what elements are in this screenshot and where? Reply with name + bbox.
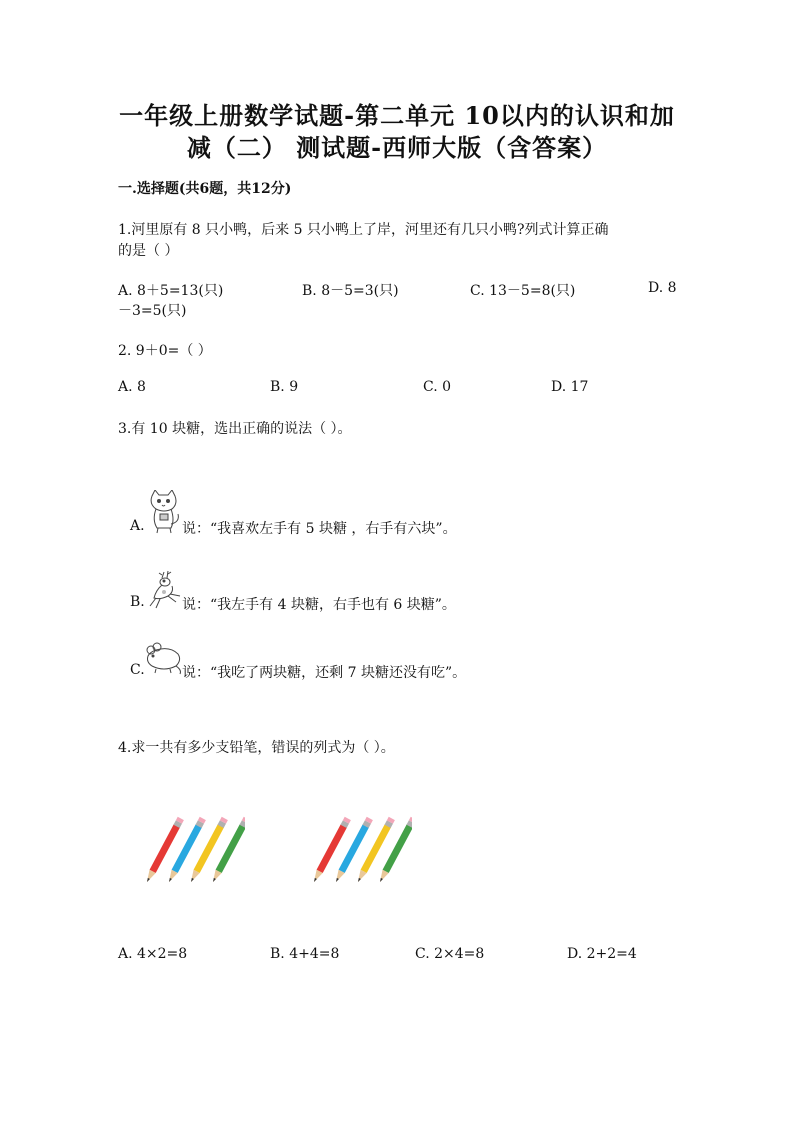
pencil-icon (377, 817, 412, 884)
q2-option-d[interactable]: D. 17 (551, 379, 589, 395)
deer-icon (144, 570, 184, 610)
q3-option-a-letter: A. (130, 518, 145, 534)
section-heading: 一.选择题(共6题，共12分) (118, 181, 292, 197)
pencil-icon (333, 817, 373, 884)
question-2-line1: 2. 9＋0=（ ） (118, 343, 212, 359)
pencil-group-1 (135, 808, 245, 888)
q2-option-b[interactable]: B. 9 (270, 379, 299, 395)
question-1-line1: 1.河里原有 8 只小鸭，后来 5 只小鸭上了岸，河里还有几只小鸭?列式计算正确 (118, 222, 609, 238)
page-title-line1: 一年级上册数学试题-第二单元 10以内的认识和加 (119, 101, 675, 130)
pencil-icon (144, 817, 184, 884)
pencil-icon (166, 817, 206, 884)
pencil-icon (210, 817, 245, 884)
q1-option-a[interactable]: A. 8＋5=13(只) (118, 283, 224, 299)
q1-option-c[interactable]: C. 13－5=8(只) (470, 283, 576, 299)
q3-option-c-speech: 说：“我吃了两块糖，还剩 7 块糖还没有吃”。 (182, 665, 467, 681)
q4-option-c[interactable]: C. 2×4=8 (415, 946, 485, 962)
question-3-line1: 3.有 10 块糖，选出正确的说法（ ）。 (118, 421, 352, 437)
q1-option-b[interactable]: B. 8－5=3(只) (302, 283, 399, 299)
q1-option-d[interactable]: D. 8 (648, 280, 677, 296)
q3-option-b-speech: 说：“我左手有 4 块糖，右手也有 6 块糖”。 (182, 597, 456, 613)
q2-option-c[interactable]: C. 0 (423, 379, 452, 395)
cat-icon (144, 490, 184, 534)
q3-option-b-letter: B. (130, 594, 145, 610)
mouse-icon (144, 642, 184, 678)
q3-option-c-letter: C. (130, 662, 145, 678)
question-4-line1: 4.求一共有多少支铅笔，错误的列式为（ ）。 (118, 740, 395, 756)
pencil-icon (311, 817, 351, 884)
q4-option-b[interactable]: B. 4+4=8 (270, 946, 340, 962)
q4-option-d[interactable]: D. 2+2=4 (567, 946, 637, 962)
page-title-line2: 减（二） 测试题-西师大版（含答案） (186, 133, 608, 162)
q4-option-a[interactable]: A. 4×2=8 (118, 946, 188, 962)
pencil-group-2 (302, 808, 412, 888)
pencil-icon (188, 817, 228, 884)
q3-option-a-speech: 说：“我喜欢左手有 5 块糖 ，右手有六块”。 (182, 521, 457, 537)
pencil-icon (355, 817, 395, 884)
q2-option-a[interactable]: A. 8 (118, 379, 146, 395)
q1-option-d-cont: －3=5(只) (118, 303, 187, 319)
question-1-line2: 的是（ ） (118, 243, 179, 259)
